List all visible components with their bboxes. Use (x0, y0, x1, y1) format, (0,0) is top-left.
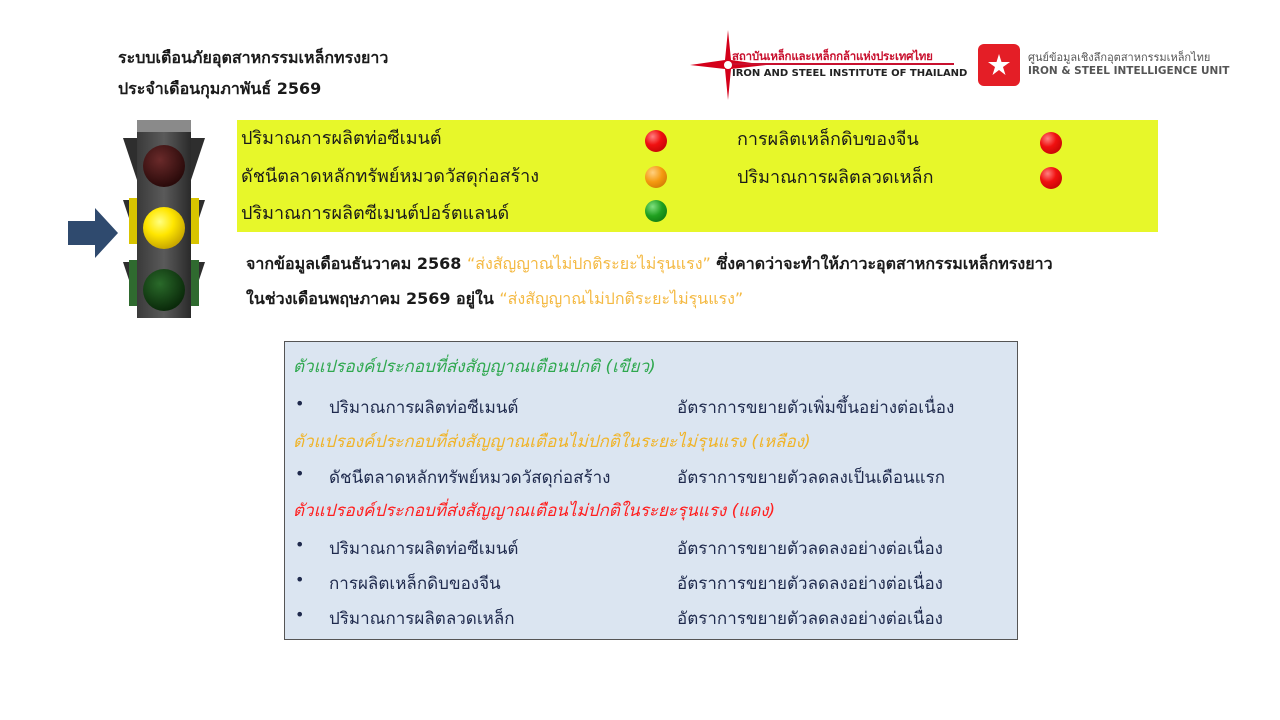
summary-line-2 (246, 287, 743, 311)
bullet: • (295, 394, 305, 413)
indicator-label: ดัชนีตลาดหลักทรัพย์หมวดวัสดุก่อสร้าง (241, 166, 540, 187)
red-section-heading: ตัวแปรองค์ประกอบที่ส่งสัญญาณเตือนไม่ปกติในระยะรุนแรง (แดง) (293, 501, 776, 521)
bullet: • (295, 570, 305, 589)
status-red-icon (1040, 167, 1062, 189)
variable-trend: อัตราการขยายตัวลดลงอย่างต่อเนื่อง (677, 539, 943, 559)
variable-name: ปริมาณการผลิตท่อซีเมนต์ (329, 539, 519, 559)
summary-text: ในช่วงเดือนพฤษภาคม 2569 อยู่ใน (246, 289, 500, 308)
bullet: • (295, 535, 305, 554)
arrow-right-icon (68, 208, 118, 258)
red-cube-star-icon (976, 42, 1022, 88)
isiu-english-name: IRON & STEEL INTELLIGENCE UNIT (1028, 65, 1230, 77)
summary-text: จากข้อมูลเดือนธันวาคม 2568 (246, 254, 467, 273)
list-item (285, 394, 1017, 420)
indicator-status-box (237, 120, 1158, 232)
iron-steel-institute-logo (688, 28, 968, 102)
component-detail-panel (284, 341, 1018, 640)
summary-highlight: “ส่งสัญญาณไม่ปกติระยะไม่รุนแรง” (466, 254, 711, 273)
summary-highlight: “ส่งสัญญาณไม่ปกติระยะไม่รุนแรง” (499, 289, 744, 308)
list-item (285, 535, 1017, 561)
bullet: • (295, 464, 305, 483)
title-line-2: ประจำเดือนกุมภาพันธ์ 2569 (118, 79, 322, 98)
indicator-label: ปริมาณการผลิตท่อซีเมนต์ (241, 128, 442, 149)
logo-divider (732, 63, 954, 65)
indicator-label: ปริมาณการผลิตซีเมนต์ปอร์ตแลนด์ (241, 203, 510, 224)
variable-name: ดัชนีตลาดหลักทรัพย์หมวดวัสดุก่อสร้าง (329, 468, 611, 488)
variable-trend: อัตราการขยายตัวลดลงอย่างต่อเนื่อง (677, 609, 943, 629)
red-lamp (143, 145, 185, 187)
variable-trend: อัตราการขยายตัวลดลงเป็นเดือนแรก (677, 468, 946, 488)
variable-trend: อัตราการขยายตัวเพิ่มขึ้นอย่างต่อเนื่อง (677, 398, 955, 418)
status-green-icon (645, 200, 667, 222)
green-section-heading: ตัวแปรองค์ประกอบที่ส่งสัญญาณเตือนปกติ (เขียว) (293, 357, 656, 377)
variable-name: ปริมาณการผลิตลวดเหล็ก (329, 609, 515, 629)
green-lamp (143, 269, 185, 311)
title-line-1: ระบบเตือนภัยอุตสาหกรรมเหล็กทรงยาว (118, 48, 389, 67)
variable-name: การผลิตเหล็กดิบของจีน (329, 574, 501, 594)
list-item (285, 605, 1017, 631)
status-red-icon (645, 130, 667, 152)
traffic-light (123, 120, 205, 320)
summary-text: ซึ่งคาดว่าจะทำให้ภาวะอุตสาหกรรมเหล็กทรงยาว (710, 254, 1053, 273)
indicator-label: ปริมาณการผลิตลวดเหล็ก (737, 167, 934, 188)
summary-line-1 (246, 252, 1053, 276)
yellow-section-heading: ตัวแปรองค์ประกอบที่ส่งสัญญาณเตือนไม่ปกติในระยะไม่รุนแรง (เหลือง) (293, 432, 811, 452)
status-red-icon (1040, 132, 1062, 154)
indicator-label: การผลิตเหล็กดิบของจีน (737, 129, 919, 150)
list-item (285, 570, 1017, 596)
iron-institute-english-name: IRON AND STEEL INSTITUTE OF THAILAND (732, 68, 968, 79)
variable-name: ปริมาณการผลิตท่อซีเมนต์ (329, 398, 519, 418)
isiu-thai-name: ศูนย์ข้อมูลเชิงลึกอุตสาหกรรมเหล็กไทย (1028, 51, 1211, 64)
page-title (118, 42, 388, 104)
bullet: • (295, 605, 305, 624)
yellow-lamp (143, 207, 185, 249)
variable-trend: อัตราการขยายตัวลดลงอย่างต่อเนื่อง (677, 574, 943, 594)
list-item (285, 464, 1017, 490)
status-orange-icon (645, 166, 667, 188)
iron-institute-thai-name: สถาบันเหล็กและเหล็กกล้าแห่งประเทศไทย (732, 49, 933, 63)
iron-steel-intelligence-unit-logo (976, 42, 1230, 90)
